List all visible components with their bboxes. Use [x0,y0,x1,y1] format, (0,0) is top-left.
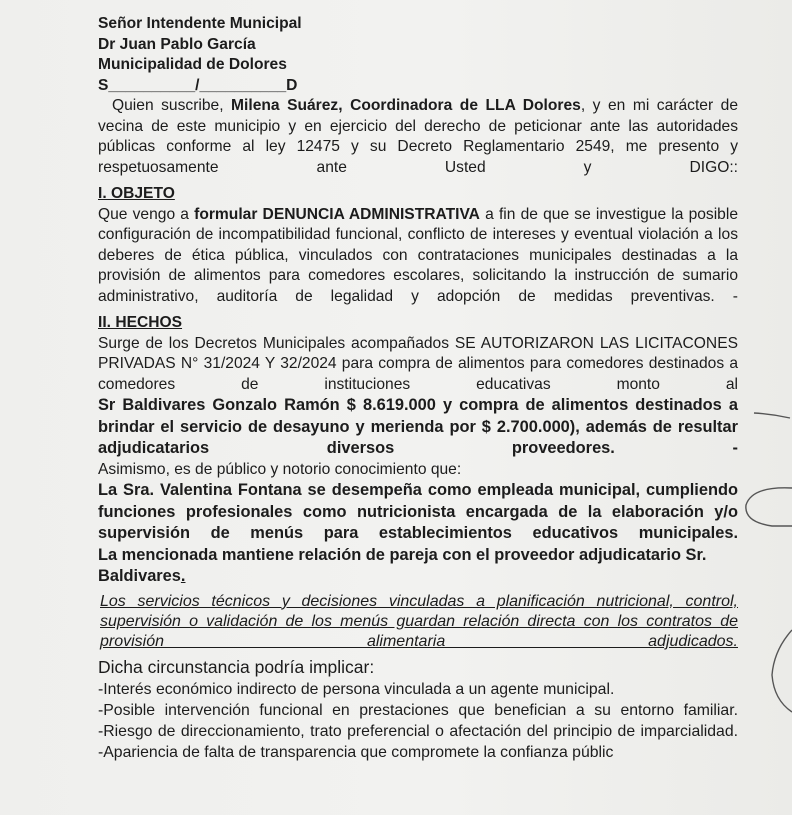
hechos-paragraph-2: Sr Baldivares Gonzalo Ramón $ 8.619.000 y compra de alimentos destinados a brindar el servicio de desayuno y merienda por $ 2.700.000), además de resultar adjudicatarios diversos proveedores. - [98,396,738,457]
bullet-2: -Posible intervención funcional en prestaciones que benefician a su entorno familiar. [98,701,738,719]
valentina-paragraph: La Sra. Valentina Fontana se desempeña como empleada municipal, cumpliendo funciones profesionales como nutricionista encargada de la elaboración y/o supervisión de menús para establecimientos educativos municipales. [98,481,738,542]
recipient-sd: S__________/__________D [98,76,298,94]
objeto-a: Que vengo a [98,205,189,223]
pareja-end: . [180,567,186,585]
bullet-1: -Interés económico indirecto de persona vinculada a un agente municipal. [98,680,615,698]
servicios-paragraph: Los servicios técnicos y decisiones vinculadas a planificación nutricional, control, supervisión o validación de los menús guardan relación directa con los contratos de provisión alimentaria adjudicados. [100,592,738,650]
heading-objeto: I. OBJETO [98,185,175,202]
recipient-line-3: Municipalidad de Dolores [98,56,287,73]
letter-body [98,14,738,763]
dicha-paragraph: Dicha circunstancia podría implicar: [98,656,375,677]
pareja-text: La mencionada mantiene relación de pareja con el proveedor adjudicatario Sr. Baldivares [98,545,707,585]
pareja-paragraph [98,545,738,588]
heading-hechos: II. HECHOS [98,314,183,331]
asimismo-paragraph: Asimismo, es de público y notorio conocimiento que: [98,460,462,478]
objeto-paragraph [98,205,738,308]
intro-text-2: , y en mi carácter de vecina de este municipio y en ejercicio del derecho de peticionar ante las autoridades públicas conforme al ley 12475 y su Decreto Reglamentario 2549, me presento y respetuosamente ante Usted y DIGO:: [98,97,738,176]
recipient-line-1: Señor Intendente Municipal [98,15,302,32]
margin-pen-marks [732,0,792,815]
intro-paragraph [98,96,738,178]
recipient-line-2: Dr Juan Pablo García [98,35,256,53]
bullet-4: -Apariencia de falta de transparencia que compromete la confianza públic [98,743,614,761]
objeto-b: formular DENUNCIA ADMINISTRATIVA [194,205,480,223]
objeto-c: a fin de que se investigue la posible configuración de incompatibilidad funcional, conflicto de intereses y eventual violación a los deberes de ética pública, vinculados con contrataciones municipales destinadas a la provisión de alimentos para comedores escolares, solicitando la instrucción de sumario administrativo, auditoría de legalidad y adopción de medidas preventivas. - [98,205,738,305]
hechos-paragraph-1: Surge de los Decretos Municipales acompañados SE AUTORIZARON LAS LICITACONES PRIVADAS N° 31/2024 Y 32/2024 para compra de alimentos para comedores destinados a comedores de instituciones educativas monto al [98,334,738,393]
bullet-3: -Riesgo de direccionamiento, trato preferencial o afectación del principio de imparcialidad. [98,722,738,740]
intro-text-1: Quien suscribe, [112,97,224,114]
intro-signer: Milena Suárez, Coordinadora de LLA Dolores [231,97,581,114]
